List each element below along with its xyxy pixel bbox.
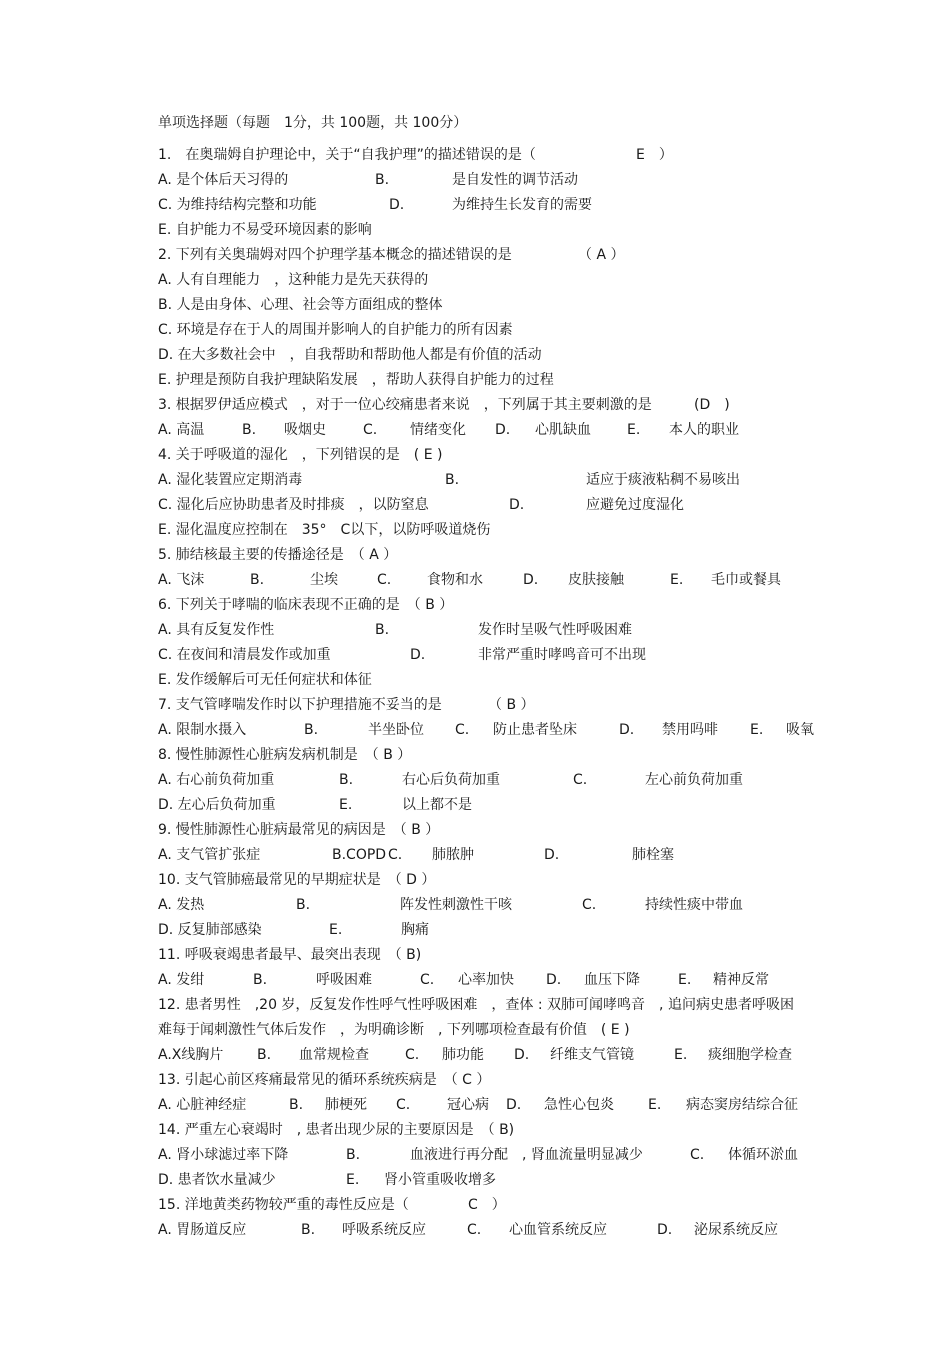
line-segment: B. [301,1222,316,1238]
line-text: 10. 支气管肺癌最常见的早期症状是 （ D ） [158,872,436,888]
line-segment: B.COPD [332,847,387,863]
line-segment: 心率加快 [458,972,514,988]
line-segment: E. [750,722,764,738]
line-segment: B. [375,172,390,188]
line-segment: 持续性痰中带血 [645,897,743,913]
line-segment: B. [257,1047,272,1063]
line-segment: 皮肤接触 [568,572,624,588]
line-segment: 发作时呈吸气性呼吸困难 [478,622,632,638]
line-text: E. 自护能力不易受环境因素的影响 [158,222,372,238]
line-text: A. 飞沫 [158,572,205,588]
line-segment: B. [304,722,319,738]
line-text: A. 肾小球滤过率下降 [158,1147,289,1163]
line-text: A. 右心前负荷加重 [158,772,275,788]
line-segment: B. [253,972,268,988]
line-segment: D. [619,722,635,738]
line-segment: （ A ） [578,247,625,263]
line-text: 5. 肺结核最主要的传播途径是 （ A ） [158,547,398,563]
line-segment: B. [250,572,265,588]
line-segment: 吸氧 [786,722,814,738]
line-segment: 适应于痰液粘稠不易咳出 [586,472,740,488]
line-segment: 心血管系统反应 [509,1222,607,1238]
line-text: C. 为维持结构完整和功能 [158,197,317,213]
line-segment: 胸痛 [401,922,429,938]
line-segment: 情绪变化 [410,422,466,438]
line-text: 9. 慢性肺源性心脏病最常见的病因是 （ B ） [158,822,440,838]
line-text: 7. 支气管哮喘发作时以下护理措施不妥当的是 [158,697,442,713]
line-segment: C. [455,722,470,738]
line-segment: 半坐卧位 [368,722,424,738]
line-segment: C. [690,1147,705,1163]
line-text: 难每于闻刺激性气体后发作 ，为明确诊断 , 下列哪项检查最有价值 ( E ) [158,1022,630,1038]
line-segment: B. [339,772,354,788]
line-text: 11. 呼吸衰竭患者最早、最突出表现 （ B) [158,947,422,963]
line-text: 2. 下列有关奥瑞姆对四个护理学基本概念的描述错误的是 [158,247,512,263]
line-segment: D. [506,1097,522,1113]
line-segment: 体循环淤血 [728,1147,798,1163]
line-text: A. 是个体后天习得的 [158,172,289,188]
line-segment: E. [346,1172,360,1188]
line-segment: B. [289,1097,304,1113]
line-text: C. 环境是存在于人的周围并影响人的自护能力的所有因素 [158,322,513,338]
line-segment: D. [523,572,539,588]
line-segment: 肾小管重吸收增多 [384,1172,496,1188]
line-segment: 纤维支气管镜 [550,1047,634,1063]
line-segment: 精神反常 [713,972,769,988]
line-segment: 病态窦房结综合征 [686,1097,798,1113]
line-segment: C ） [468,1197,506,1213]
line-text: 13. 引起心前区疼痛最常见的循环系统疾病是 （ C ） [158,1072,491,1088]
line-segment: E. [678,972,692,988]
line-segment: C. [377,572,392,588]
line-text: A. 限制水摄入 [158,722,247,738]
line-segment: 肺栓塞 [632,847,674,863]
line-segment: 肺功能 [442,1047,484,1063]
line-segment: 冠心病 [447,1097,489,1113]
line-segment: B. [296,897,311,913]
line-segment: 是自发性的调节活动 [452,172,578,188]
line-segment: D. [410,647,426,663]
line-segment: 食物和水 [427,572,483,588]
line-segment: 泌尿系统反应 [694,1222,778,1238]
line-text: A. 湿化装置应定期消毒 [158,472,303,488]
line-text: A. 发热 [158,897,205,913]
line-segment: 呼吸困难 [316,972,372,988]
line-text: 3. 根据罗伊适应模式 ，对于一位心绞痛患者来说 ，下列属于其主要刺激的是 [158,397,652,413]
line-segment: 以上都不是 [402,797,472,813]
line-text: C. 湿化后应协助患者及时排痰 ，以防窒息 [158,497,429,513]
line-text: A. 高温 [158,422,205,438]
line-segment: 禁用吗啡 [662,722,718,738]
line-segment: 急性心包炎 [544,1097,614,1113]
line-text: A. 胃肠道反应 [158,1222,247,1238]
line-text: A. 心脏神经症 [158,1097,247,1113]
line-text: 14. 严重左心衰竭时 , 患者出现少尿的主要原因是 （ B) [158,1122,515,1138]
line-text: B. 人是由身体、心理、社会等方面组成的整体 [158,297,443,313]
line-segment: 肺脓肿 [432,847,474,863]
line-segment: 为维持生长发育的需要 [452,197,592,213]
line-text: 12. 患者男性 ,20 岁，反复发作性呼气性呼吸困难 ，查体 : 双肺可闻哮鸣音 , 追问病史患者呼吸困 [158,997,794,1013]
line-segment: 血常规检查 [299,1047,369,1063]
line-segment: C. [363,422,378,438]
line-segment: D. [544,847,560,863]
line-segment: 右心后负荷加重 [402,772,500,788]
line-segment: C. [396,1097,411,1113]
line-segment: D. [657,1222,673,1238]
line-segment: D. [546,972,562,988]
line-segment: C. [388,847,403,863]
line-text: D. 左心后负荷加重 [158,797,276,813]
line-text: A. 具有反复发作性 [158,622,275,638]
line-segment: B. [445,472,460,488]
line-segment: 吸烟史 [284,422,326,438]
line-segment: 尘埃 [310,572,338,588]
line-segment: 本人的职业 [669,422,739,438]
line-segment: C. [573,772,588,788]
line-segment: E. [339,797,353,813]
line-segment: D. [509,497,525,513]
line-segment: D. [389,197,405,213]
line-text: A. 发绀 [158,972,205,988]
line-segment: C. [405,1047,420,1063]
line-segment: 血液进行再分配 , 肾血流量明显减少 [410,1147,643,1163]
line-segment: D. [495,422,511,438]
line-segment: E. [329,922,343,938]
line-text: 6. 下列关于哮喘的临床表现不正确的是 （ B ） [158,597,454,613]
line-segment: B. [375,622,390,638]
line-text: 8. 慢性肺源性心脏病发病机制是 （ B ） [158,747,412,763]
line-text: C. 在夜间和清晨发作或加重 [158,647,331,663]
line-segment: C. [582,897,597,913]
line-segment: (D ) [694,397,730,413]
line-text: D. 反复肺部感染 [158,922,262,938]
line-segment: C. [467,1222,482,1238]
line-text: A.X线胸片 [158,1047,224,1063]
line-text: E. 护理是预防自我护理缺陷发展 ，帮助人获得自护能力的过程 [158,372,554,388]
line-text: A. 支气管扩张症 [158,847,261,863]
line-segment: E. [627,422,641,438]
line-segment: 防止患者坠床 [493,722,577,738]
line-segment: 阵发性刺激性干咳 [400,897,512,913]
line-text: A. 人有自理能力 ，这种能力是先天获得的 [158,272,429,288]
line-segment: （ B ） [488,697,535,713]
line-segment: 应避免过度湿化 [586,497,684,513]
line-segment: E. [670,572,684,588]
line-segment: 心肌缺血 [535,422,591,438]
line-segment: 肺梗死 [325,1097,367,1113]
line-segment: E. [674,1047,688,1063]
line-text: 15. 洋地黄类药物较严重的毒性反应是（ [158,1197,409,1213]
line-segment: B. [242,422,257,438]
line-segment: 痰细胞学检查 [708,1047,792,1063]
line-segment: 血压下降 [584,972,640,988]
line-segment: 毛巾或餐具 [711,572,781,588]
line-segment: E. [648,1097,662,1113]
line-segment: 非常严重时哮鸣音可不出现 [478,647,646,663]
line-text: D. 患者饮水量减少 [158,1172,276,1188]
line-text: 1. 在奥瑞姆自护理论中，关于“自我护理”的描述错误的是（ [158,147,536,163]
line-segment: E ） [636,147,673,163]
line-segment: C. [420,972,435,988]
line-text: D. 在大多数社会中 ，自我帮助和帮助他人都是有价值的活动 [158,347,542,363]
line-text: E. 湿化温度应控制在 35° C以下，以防呼吸道烧伤 [158,522,491,538]
line-segment: 呼吸系统反应 [342,1222,426,1238]
section-header: 单项选择题（每题 1分，共 100题，共 100分） [158,115,468,131]
line-segment: 左心前负荷加重 [645,772,743,788]
line-segment: D. [514,1047,530,1063]
line-text: E. 发作缓解后可无任何症状和体征 [158,672,372,688]
line-segment: B. [346,1147,361,1163]
line-text: 4. 关于呼吸道的湿化 ，下列错误的是 ( E ) [158,447,443,463]
